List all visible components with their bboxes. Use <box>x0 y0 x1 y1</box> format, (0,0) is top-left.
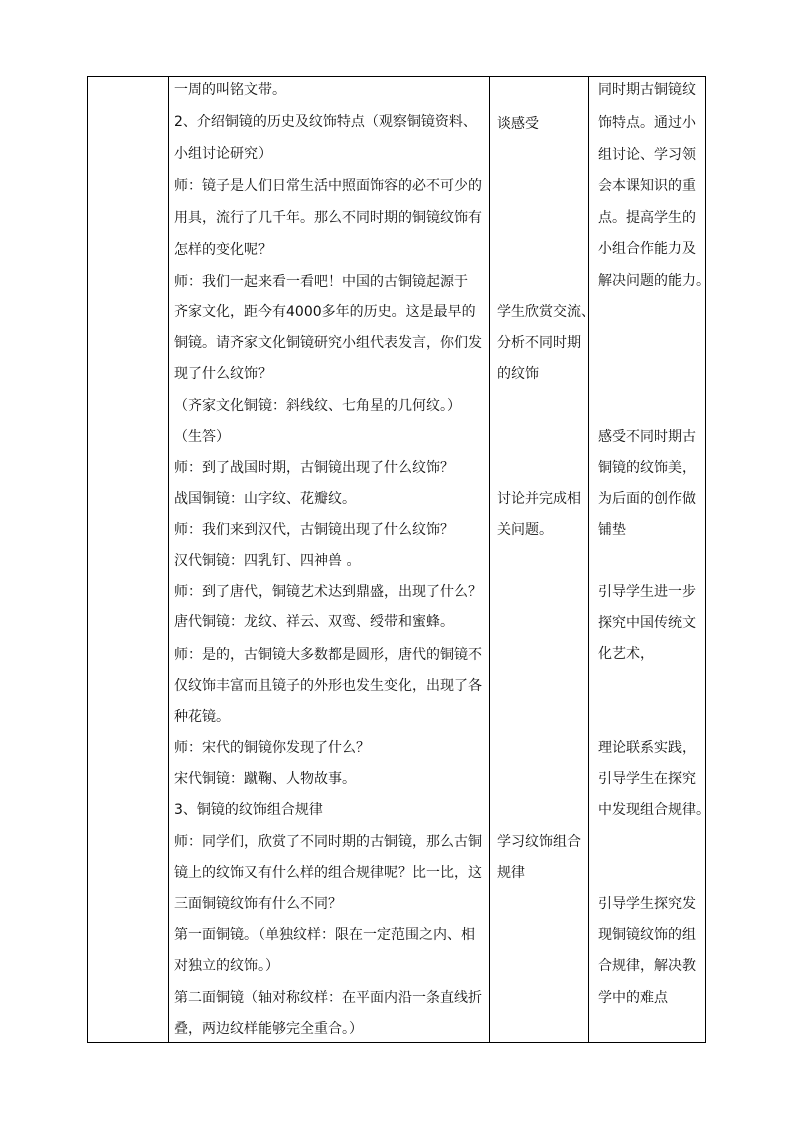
student-line: 学习纹饰组合 <box>497 834 581 850</box>
process-line: 宋代铜镜：蹴鞠、人物故事。 <box>174 771 356 787</box>
process-line: 叠，两边纹样能够完全重合。） <box>174 1021 363 1037</box>
process-line: 师：我们来到汉代，古铜镜出现了什么纹饰？ <box>174 522 454 538</box>
process-line: 战国铜镜：山字纹、花瓣纹。 <box>174 491 356 507</box>
process-line: 种花镜。 <box>174 709 230 725</box>
intent-line: 为后面的创作做 <box>598 491 696 507</box>
intent-line: 理论联系实践， <box>598 740 696 756</box>
process-line: 汉代铜镜：四乳钉、四神兽 。 <box>174 553 361 569</box>
process-line: 用具，流行了几千年。那么不同时期的铜镜纹饰有 <box>174 210 482 226</box>
intent-line: 会本课知识的重 <box>598 178 696 194</box>
intent-line: 探究中国传统文 <box>598 615 696 631</box>
process-line: （生答） <box>174 429 230 445</box>
intent-line: 同时期古铜镜纹 <box>598 82 696 98</box>
column-divider <box>489 77 490 1042</box>
process-line: 师：到了战国时期，古铜镜出现了什么纹饰？ <box>174 460 454 476</box>
process-line: 师：我们一起来看一看吧！中国的古铜镜起源于 <box>174 274 468 290</box>
process-line: 第二面铜镜（轴对称纹样：在平面内沿一条直线折 <box>174 990 482 1006</box>
process-line: 2、介绍铜镜的历史及纹饰特点（观察铜镜资料、 <box>174 114 477 130</box>
process-line: 师：镜子是人们日常生活中照面饰容的必不可少的 <box>174 178 482 194</box>
process-line: （齐家文化铜镜：斜线纹、七角星的几何纹。） <box>174 398 461 414</box>
process-line: 镜上的纹饰又有什么样的组合规律呢？比一比，这 <box>174 865 482 881</box>
process-line: 师：是的，古铜镜大多数都是圆形，唐代的铜镜不 <box>174 647 482 663</box>
intent-line: 饰特点。通过小 <box>598 115 696 131</box>
intent-line: 现铜镜纹饰的组 <box>598 927 696 943</box>
process-line: 仅纹饰丰富而且镜子的外形也发生变化，出现了各 <box>174 678 482 694</box>
intent-line: 感受不同时期古 <box>598 429 696 445</box>
process-line: 第一面铜镜。（单独纹样：限在一定范围之内、相 <box>174 927 475 943</box>
student-line: 的纹饰 <box>497 366 539 382</box>
student-line: 学生欣赏交流、 <box>497 304 595 320</box>
process-line: 师：到了唐代，铜镜艺术达到鼎盛，出现了什么？ <box>174 584 482 600</box>
intent-line: 组讨论、学习领 <box>598 147 696 163</box>
intent-line: 引导学生进一步 <box>598 584 696 600</box>
process-line: 现了什么纹饰？ <box>174 366 272 382</box>
intent-line: 化艺术， <box>598 646 654 662</box>
intent-line: 引导学生探究发 <box>598 896 696 912</box>
process-line: 三面铜镜纹饰有什么不同？ <box>174 896 342 912</box>
process-line: 师：同学们，欣赏了不同时期的古铜镜，那么古铜 <box>174 834 482 850</box>
intent-line: 铺垫 <box>598 522 626 538</box>
student-line: 规律 <box>497 865 525 881</box>
intent-line: 小组合作能力及 <box>598 241 696 257</box>
process-line: 小组讨论研究） <box>174 146 272 162</box>
intent-line: 铜镜的纹饰美， <box>598 460 696 476</box>
intent-line: 解决问题的能力。 <box>598 273 710 289</box>
process-line: 3、铜镜的纹饰组合规律 <box>174 802 323 818</box>
process-line: 师：宋代的铜镜你发现了什么？ <box>174 740 370 756</box>
process-line: 铜镜。请齐家文化铜镜研究小组代表发言，你们发 <box>174 335 482 351</box>
lesson-plan-table <box>87 76 710 1043</box>
student-line: 讨论并完成相 <box>497 491 581 507</box>
process-line: 齐家文化，距今有4000多年的历史。这是最早的 <box>174 304 476 320</box>
intent-line: 合规律，解决教 <box>598 958 696 974</box>
process-line: 怎样的变化呢？ <box>174 242 272 258</box>
intent-line: 点。提高学生的 <box>598 210 696 226</box>
process-line: 一周的叫铭文带。 <box>174 82 286 98</box>
column-divider <box>168 77 169 1042</box>
student-line: 谈感受 <box>497 116 539 132</box>
student-line: 关问题。 <box>497 522 553 538</box>
process-line: 对独立的纹饰。） <box>174 958 279 974</box>
intent-line: 引导学生在探究 <box>598 771 696 787</box>
intent-line: 学中的难点 <box>598 990 668 1006</box>
column-divider <box>588 77 589 1042</box>
student-line: 分析不同时期 <box>497 335 581 351</box>
process-line: 唐代铜镜：龙纹、祥云、双鸾、绶带和蜜蜂。 <box>174 614 454 630</box>
intent-line: 中发现组合规律。 <box>598 802 710 818</box>
